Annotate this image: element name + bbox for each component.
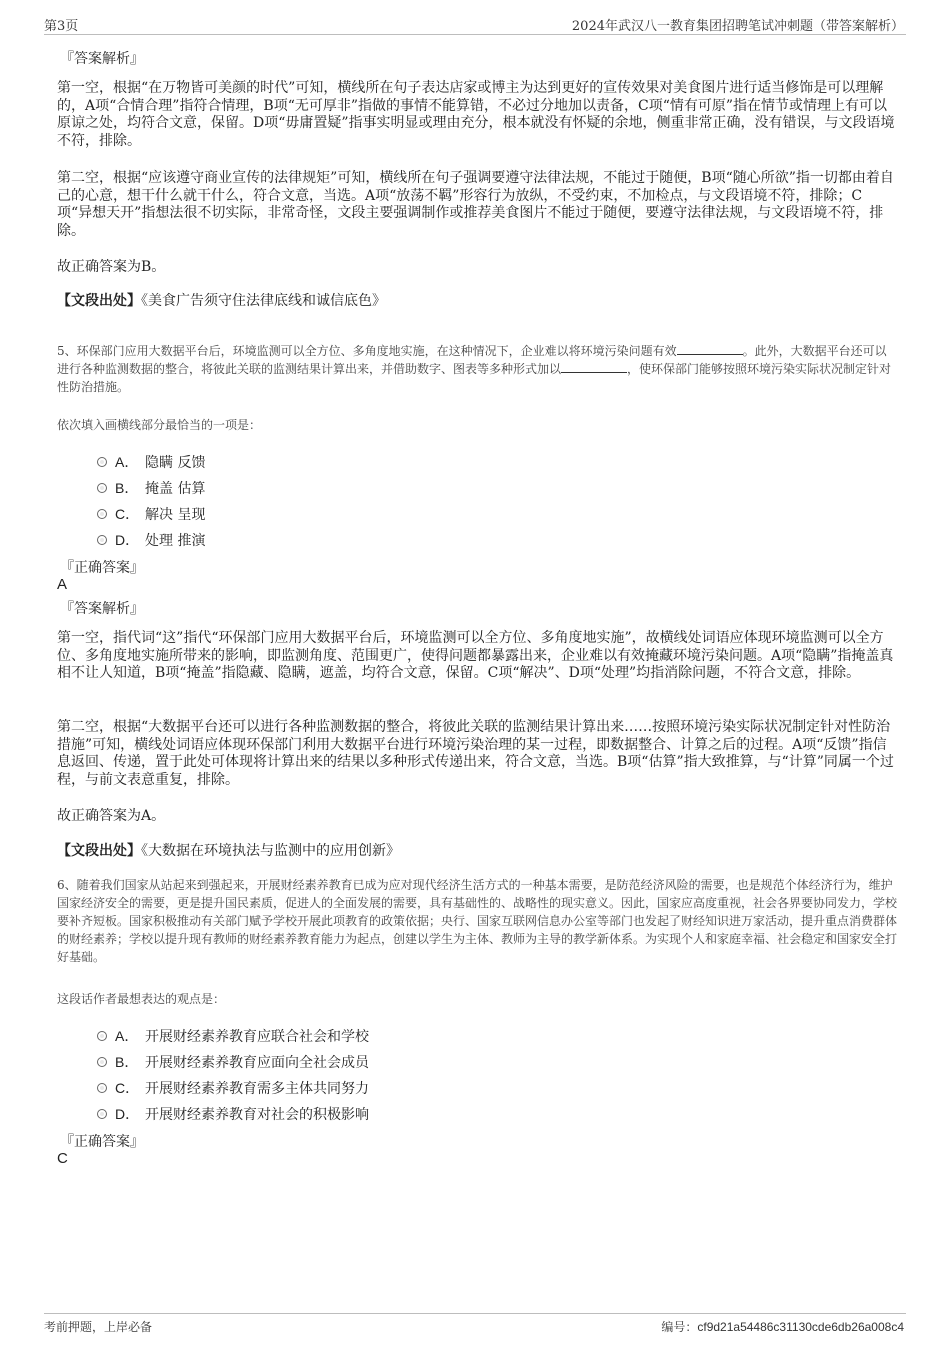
q5-stem: [57, 342, 897, 396]
q5-stem-part3: ，使环保部门能够按照环境污染实际状况制定针对性防治措施。: [57, 362, 892, 394]
q5-blank-2: [561, 361, 627, 373]
option-text: 掩盖 估算: [145, 481, 206, 497]
option-letter: D．: [115, 532, 140, 548]
q5-blank-1: [677, 343, 743, 355]
q5-stem-part1: 5、环保部门应用大数据平台后，环境监测可以全方位、多角度地实施，在这种情况下，企业难以将环境污染问题有效: [57, 344, 677, 358]
option-letter: C．: [115, 506, 140, 522]
option-letter: A．: [115, 1028, 139, 1044]
q5-source: [57, 840, 400, 860]
option-letter: C．: [115, 1080, 140, 1096]
option-letter: D．: [115, 1106, 140, 1122]
option-text: 处理 推演: [145, 533, 206, 549]
q6-answer-label: 『正确答案』: [60, 1134, 144, 1150]
q4-conclusion: 故正确答案为B。: [57, 259, 166, 275]
radio-icon[interactable]: [97, 457, 107, 467]
q5-analysis-para1: 第一空，指代词“这”指代“环保部门应用大数据平台后，环境监测可以全方位、多角度地实施”，故横线处词语应体现环境监测可以全方位、多角度地实施所带来的影响，即监测角度、范围更广，使得问题都暴露出来，企业难以有效掩藏环境污染问题。A项“隐瞒”指掩盖真相不让人知道，B项“掩盖”指隐藏、隐瞒，遮盖，均符合文意，保留。C项“解决”、D项“处理”均指消除问题，不符合文意，排除。: [57, 630, 894, 681]
radio-icon[interactable]: [97, 1109, 107, 1119]
q5-conclusion: 故正确答案为A。: [57, 808, 166, 824]
q6-answer: C: [57, 1150, 68, 1167]
radio-icon[interactable]: [97, 483, 107, 493]
option-letter: B．: [115, 1054, 139, 1070]
option-text: 开展财经素养教育应联合社会和学校: [145, 1029, 369, 1045]
q5-source-text: 《大数据在环境执法与监测中的应用创新》: [141, 843, 400, 859]
page-number: 第3页: [44, 19, 79, 34]
option-text: 隐瞒 反馈: [145, 455, 206, 471]
radio-icon[interactable]: [97, 535, 107, 545]
q4-source-label: 【文段出处】: [57, 293, 141, 309]
q4-analysis-label: 『答案解析』: [60, 51, 144, 67]
page-header: [44, 14, 906, 35]
option-letter: B．: [115, 480, 139, 496]
document-code: [661, 1318, 904, 1335]
q6-stem: 6、随着我们国家从站起来到强起来，开展财经素养教育已成为应对现代经济生活方式的一种基本需要，是防范经济风险的需要，也是规范个体经济行为，维护国家经济安全的需要，更是提升国民素质，促进人的全面发展的需要，具有基础性的、战略性的现实意义。因此，国家应高度重视，社会各界要协同发力，学校要补齐短板。国家积极推动有关部门赋予学校开展此项教育的政策依据；央行、国家互联网信息办公室等部门也发起了财经知识进万家活动，提升重点消费群体的财经素养；学校以提升现有教师的财经素养教育能力为起点，创建以学生为主体、教师为主导的教学新体系。为实现个人和家庭幸福、社会稳定和国家安全打好基础。: [57, 878, 898, 964]
radio-icon[interactable]: [97, 509, 107, 519]
q5-source-label: 【文段出处】: [57, 843, 141, 859]
q5-answer-label: 『正确答案』: [60, 560, 144, 576]
radio-icon[interactable]: [97, 1031, 107, 1041]
radio-icon[interactable]: [97, 1057, 107, 1067]
q5-analysis-label: 『答案解析』: [60, 601, 144, 617]
option-letter: A．: [115, 454, 139, 470]
q5-stem-part2: 。此外，大数据平台还可以进行各种监测数据的整合，将彼此关联的监测结果计算出来，并借助数字、图表等多种形式加以: [57, 344, 887, 376]
q6-prompt: 这段话作者最想表达的观点是：: [57, 992, 226, 1006]
q4-source-text: 《美食广告须守住法律底线和诚信底色》: [141, 293, 386, 309]
page-footer: [44, 1313, 906, 1334]
q5-answer: A: [57, 576, 68, 593]
option-text: 解决 呈现: [145, 507, 206, 523]
radio-icon[interactable]: [97, 1083, 107, 1093]
q4-analysis-para1: 第一空，根据“在万物皆可美颜的时代”可知，横线所在句子表达店家或博主为达到更好的宣传效果对美食图片进行适当修饰是可以理解的，A项“合情合理”指符合情理，B项“无可厚非”指做的事情不能算错，不必过分地加以责备，C项“情有可原”指在情节或情理上有可以原谅之处，均符合文意，保留。D项“毋庸置疑”指事实明显或理由充分，根本就没有怀疑的余地，侧重非常正确，没有错误，与文段语境不符，排除。: [57, 80, 895, 149]
q5-prompt: 依次填入画横线部分最恰当的一项是：: [57, 418, 262, 432]
document-title: 2024年武汉八一教育集团招聘笔试冲刺题（带答案解析）: [571, 19, 904, 34]
option-text: 开展财经素养教育需多主体共同努力: [145, 1081, 369, 1097]
q5-analysis-para2: 第二空，根据“大数据平台还可以进行各种监测数据的整合，将彼此关联的监测结果计算出来……按照环境污染实际状况制定针对性防治措施”可知，横线处词语应体现环保部门利用大数据平台进行环境污染治理的某一过程，即数据整合、计算之后的过程。A项“反馈”指信息返回、传递，置于此处可体现将计算出来的结果以多种形式传递出来，符合文意，当选。B项“估算”指大致推算，与“计算”同属一个过程，与前文表意重复，排除。: [57, 719, 894, 788]
code-value: cf9d21a54486c31130cde6db26a008c4: [697, 1320, 904, 1334]
q4-source: [57, 290, 386, 310]
code-label: 编号：: [661, 1320, 698, 1334]
q4-analysis-para2: 第二空，根据“应该遵守商业宣传的法律规矩”可知，横线所在句子强调要遵守法律法规，不能过于随便，B项“随心所欲”指一切都由着自己的心意，想干什么就干什么，符合文意，当选。A项“放荡不羁”形容行为放纵，不受约束，不加检点，与文段语境不符，排除；C项“异想天开”指想法很不切实际，非常奇怪，文段主要强调制作或推荐美食图片不能过于随便，要遵守法律法规，与文段语境不符，排除。: [57, 170, 894, 239]
option-text: 开展财经素养教育对社会的积极影响: [145, 1107, 369, 1123]
option-text: 开展财经素养教育应面向全社会成员: [145, 1055, 369, 1071]
footer-note: 考前押题，上岸必备: [44, 1320, 153, 1334]
